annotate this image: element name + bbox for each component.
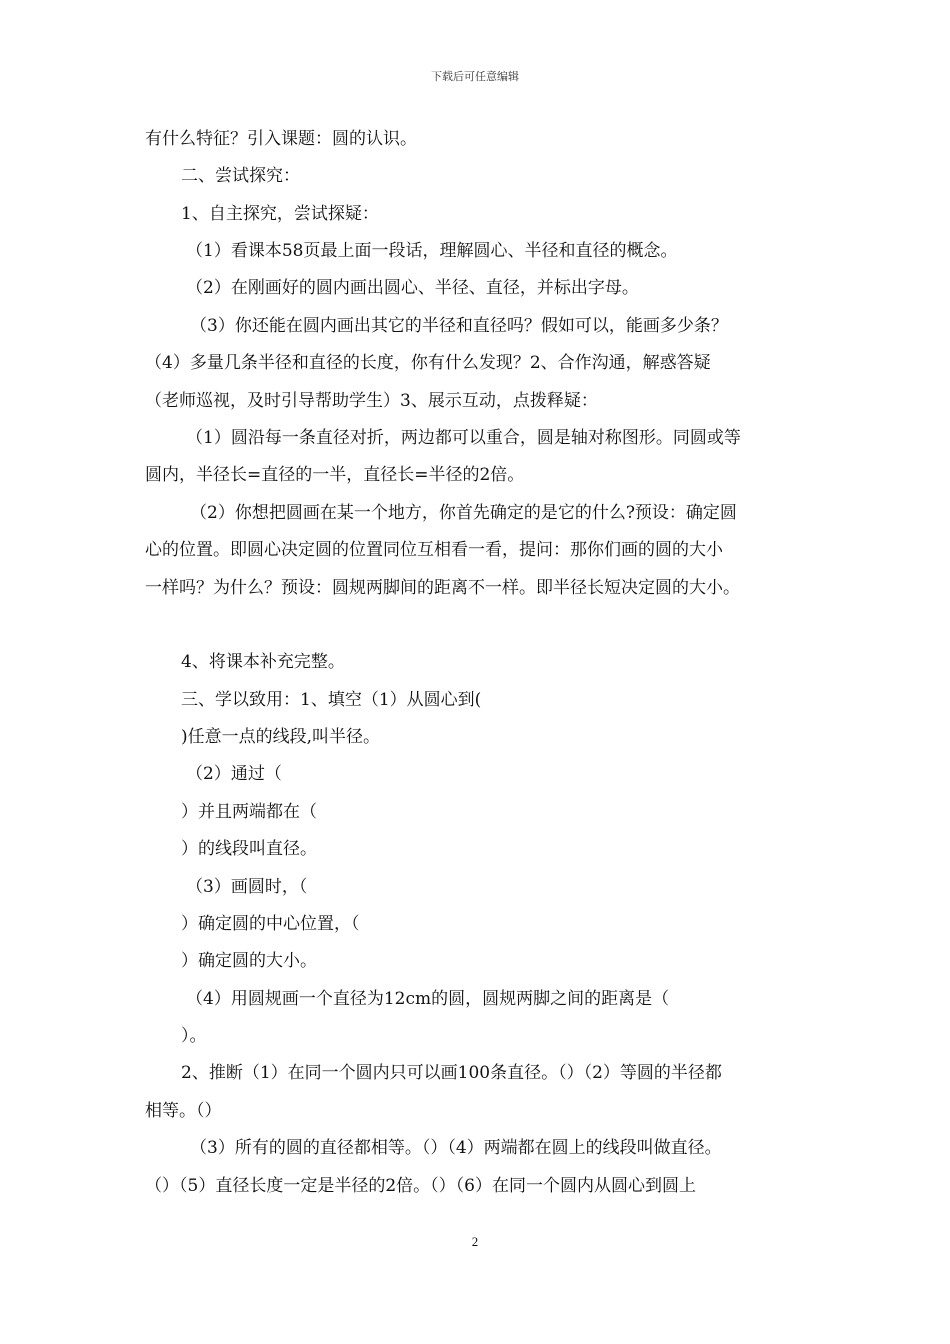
text-line: ）确定圆的大小。: [181, 951, 317, 971]
text-line: （3）画圆时，（: [186, 877, 308, 897]
text-line: （3）所有的圆的直径都相等。（）（4）两端都在圆上的线段叫做直径。: [190, 1138, 722, 1158]
text-line: 有什么特征？引入课题：圆的认识。: [145, 129, 417, 149]
text-line: 1、自主探究，尝试探疑：: [181, 204, 379, 224]
text-line: ）并且两端都在（: [181, 802, 317, 822]
text-line: （1）圆沿每一条直径对折，两边都可以重合，圆是轴对称图形。同圆或等: [186, 428, 741, 448]
text-line: 相等。（）: [145, 1101, 222, 1121]
text-line: ）的线段叫直径。: [181, 839, 317, 859]
page-number: 2: [471, 1234, 479, 1249]
text-line: ）确定圆的中心位置，（: [181, 914, 360, 934]
text-line: （2）在刚画好的圆内画出圆心、半径、直径，并标出字母。: [186, 278, 639, 298]
text-line: （4）多量几条半径和直径的长度，你有什么发现？2、合作沟通，解惑答疑: [145, 353, 711, 373]
text-line: 一样吗？为什么？预设：圆规两脚间的距离不一样。即半径长短决定圆的大小。: [145, 578, 740, 598]
text-line: （1）看课本58页最上面一段话，理解圆心、半径和直径的概念。: [186, 241, 678, 261]
text-line: 二、尝试探究：: [181, 166, 300, 186]
text-line: （2）通过（: [186, 764, 282, 784]
text-line: （2）你想把圆画在某一个地方，你首先确定的是它的什么?预设：确定圆: [190, 503, 737, 523]
text-line: 心的位置。即圆心决定圆的位置同位互相看一看，提问：那你们画的圆的大小: [145, 540, 723, 560]
page-header: 下载后可任意编辑: [431, 70, 519, 83]
text-line: 圆内，半径长=直径的一半，直径长=半径的2倍。: [145, 465, 525, 485]
text-line: （4）用圆规画一个直径为12cm的圆，圆规两脚之间的距离是（: [186, 989, 670, 1009]
text-line: （）（5）直径长度一定是半径的2倍。（）（6）在同一个圆内从圆心到圆上: [145, 1176, 696, 1196]
text-line: 2、推断（1）在同一个圆内只可以画100条直径。（）（2）等圆的半径都: [181, 1063, 722, 1083]
text-line: 三、学以致用：1、填空（1）从圆心到(: [181, 690, 482, 710]
text-line: （老师巡视，及时引导帮助学生）3、展示互动，点拨释疑：: [145, 391, 598, 411]
text-line: ）。: [181, 1026, 207, 1046]
text-line: 4、将课本补充完整。: [181, 652, 345, 672]
text-line: （3）你还能在圆内画出其它的半径和直径吗？假如可以，能画多少条？: [190, 316, 728, 336]
text-line: )任意一点的线段,叫半径。: [181, 727, 381, 747]
